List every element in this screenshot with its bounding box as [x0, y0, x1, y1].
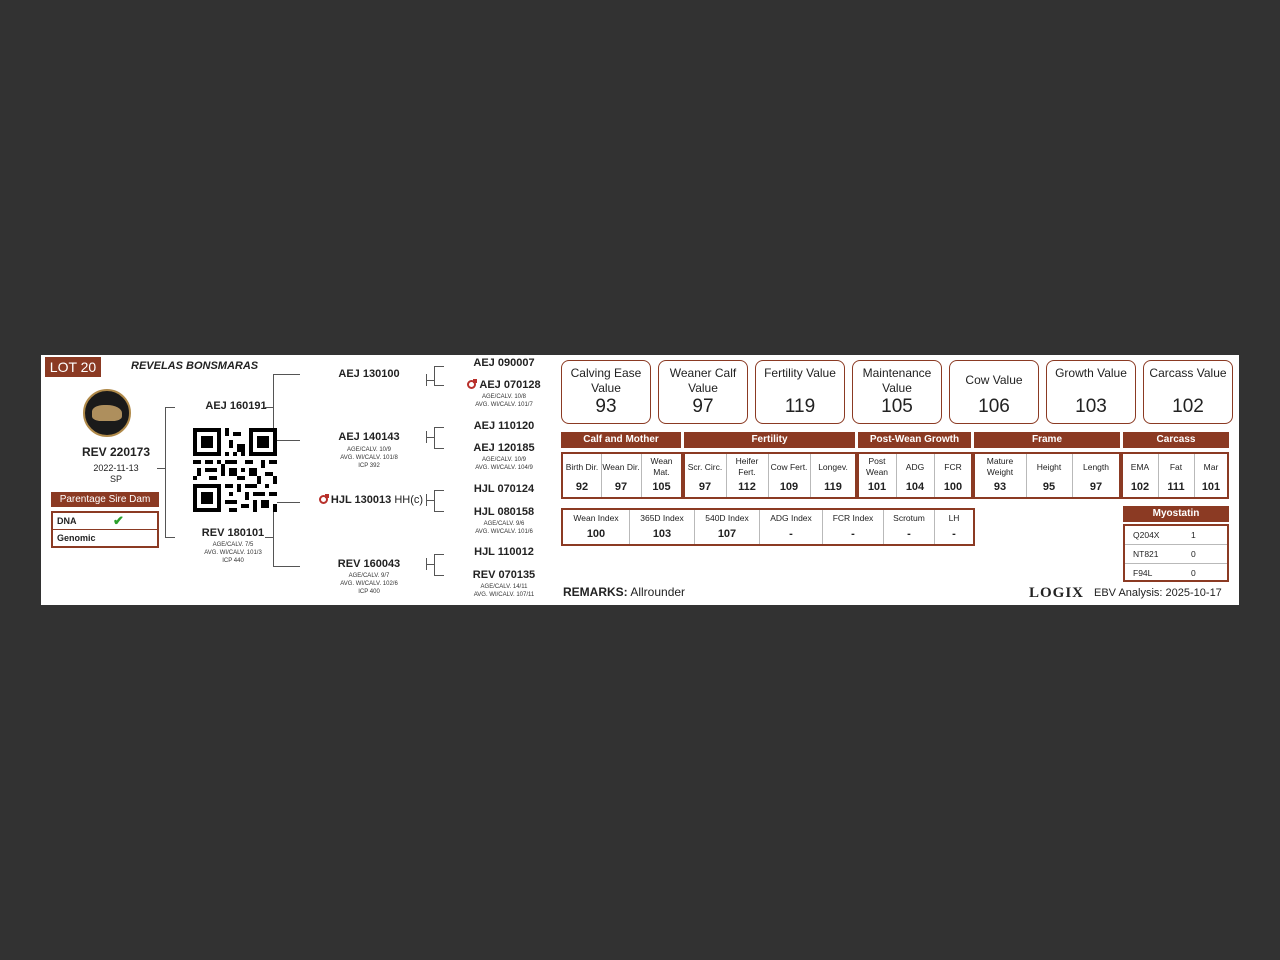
- tested-marker-icon: [319, 495, 328, 504]
- sds-id: AEJ 110120: [473, 420, 535, 432]
- value-box: Calving Ease Value 93: [561, 360, 651, 424]
- qr-code-icon: [193, 428, 277, 512]
- ebv-cell: Fat 111: [1167, 461, 1185, 493]
- ebv-group-fertility: [683, 452, 857, 499]
- ebv-cell: Heifer Fert. 112: [735, 456, 759, 493]
- sdd-id: AEJ 120185: [473, 442, 535, 454]
- check-icon: ✔: [113, 513, 124, 528]
- value-box: Maintenance Value 105: [852, 360, 942, 424]
- ebv-cell: Scr. Circ. 97: [687, 461, 723, 493]
- ebv-group-frame: [973, 452, 1121, 499]
- index-cell: 365D Index 103: [640, 513, 684, 540]
- sdd-details: AGE/CALV. 10/9 AVG. WI/CALV. 104/9: [475, 457, 533, 471]
- birth-date: 2022-11-13: [93, 463, 139, 473]
- value-box: Cow Value 106: [949, 360, 1039, 424]
- ssd-details: AGE/CALV. 10/8 AVG. WI/CALV. 101/7: [475, 394, 533, 408]
- parentage-label: Genomic: [57, 533, 96, 543]
- parentage-row-dna: [53, 513, 157, 529]
- sire-id: AEJ 160191: [205, 400, 267, 412]
- index-cell: Scrotum -: [893, 513, 925, 540]
- group-header: Frame: [974, 432, 1120, 448]
- parentage-label: DNA: [57, 516, 77, 526]
- sire-sire-id: AEJ 130100: [338, 368, 400, 380]
- ebv-cell: Longev. 119: [818, 461, 848, 493]
- index-cell: FCR Index -: [832, 513, 874, 540]
- remarks-text: Allrounder: [630, 585, 686, 599]
- dsd-id: HJL 080158: [473, 506, 535, 518]
- dss-id: HJL 070124: [473, 483, 535, 495]
- index-cell: Wean Index 100: [573, 513, 619, 540]
- value-box: Weaner Calf Value 97: [658, 360, 748, 424]
- remarks-label: REMARKS:: [563, 585, 628, 599]
- ebv-group-calf-mother: [561, 452, 683, 499]
- animal-id: REV 220173: [81, 445, 151, 459]
- myostatin-row: Q204X 1: [1133, 530, 1196, 540]
- remarks: [563, 585, 685, 599]
- parentage-row-genomic: [53, 529, 157, 546]
- index-table: [561, 508, 975, 546]
- ebv-cell: FCR 100: [943, 461, 963, 493]
- ddd-details: AGE/CALV. 14/11 AVG. WI/CALV. 107/11: [473, 584, 535, 598]
- myostatin-row: F94L 0: [1125, 563, 1227, 582]
- index-cell: ADG Index -: [770, 513, 812, 540]
- breed-code: SP: [109, 474, 122, 484]
- ebv-cell: Post Wean 101: [865, 456, 889, 493]
- dam-details: AGE/CALV. 7/5 AVG. WI/CALV. 101/3 ICP 440: [204, 542, 262, 564]
- dam-dam-details: AGE/CALV. 9/7 AVG. WI/CALV. 102/6 ICP 400: [340, 573, 398, 595]
- analysis-date: EBV Analysis: 2025-10-17: [1094, 587, 1222, 599]
- ebv-cell: Birth Dir. 92: [565, 461, 599, 493]
- tested-marker-icon: [467, 380, 476, 389]
- sire-dam-details: AGE/CALV. 10/9 AVG. WI/CALV. 101/8 ICP 392: [340, 447, 398, 469]
- dsd-details: AGE/CALV. 9/6 AVG. WI/CALV. 101/6: [475, 521, 533, 535]
- ebv-cell: Wean Mat. 105: [650, 456, 673, 493]
- ebv-cell: Mar 101: [1201, 461, 1221, 493]
- ebv-cell: EMA 102: [1130, 461, 1150, 493]
- lot-badge: LOT 20: [45, 357, 101, 377]
- ebv-cell: Length 97: [1083, 461, 1109, 493]
- ebv-cell: Wean Dir. 97: [602, 461, 640, 493]
- dds-id: HJL 110012: [474, 546, 534, 558]
- ebv-cell: Height 95: [1036, 461, 1062, 493]
- sire-dam-id: AEJ 140143: [338, 431, 400, 443]
- myostatin-table: [1123, 524, 1229, 582]
- value-box: Carcass Value 102: [1143, 360, 1233, 424]
- group-header: Calf and Mother: [561, 432, 681, 448]
- ebv-cell: ADG 104: [905, 461, 925, 493]
- ebv-cell: Cow Fert. 109: [770, 461, 808, 493]
- ebv-group-carcass: [1121, 452, 1229, 499]
- index-cell: LH -: [948, 513, 960, 540]
- myostatin-row: NT821 0: [1125, 544, 1227, 563]
- value-box: Fertility Value 119: [755, 360, 845, 424]
- sss-id: AEJ 090007: [473, 357, 535, 369]
- ebv-cell: Mature Weight 93: [986, 456, 1014, 493]
- dam-sire-id: HJL 130013 HH(c): [301, 494, 441, 506]
- lot-card: [41, 355, 1239, 605]
- value-box: Growth Value 103: [1046, 360, 1136, 424]
- index-cell: 540D Index 107: [705, 513, 749, 540]
- dam-id: REV 180101: [201, 527, 265, 539]
- group-header: Carcass: [1123, 432, 1229, 448]
- dam-dam-id: REV 160043: [337, 558, 401, 570]
- group-header: Fertility: [684, 432, 855, 448]
- breeder-logo-icon: [83, 389, 131, 437]
- ssd-id: AEJ 070128: [449, 379, 559, 391]
- parentage-panel: [51, 492, 159, 548]
- ebv-group-post-wean: [857, 452, 973, 499]
- breeder-name: REVELAS BONSMARAS: [131, 360, 259, 372]
- parentage-header: Parentage Sire Dam: [51, 492, 159, 507]
- myostatin-header: Myostatin: [1123, 506, 1229, 522]
- group-header: Post-Wean Growth: [858, 432, 971, 448]
- logix-logo-icon: LOGIX: [1029, 585, 1085, 601]
- ddd-id: REV 070135: [472, 569, 536, 581]
